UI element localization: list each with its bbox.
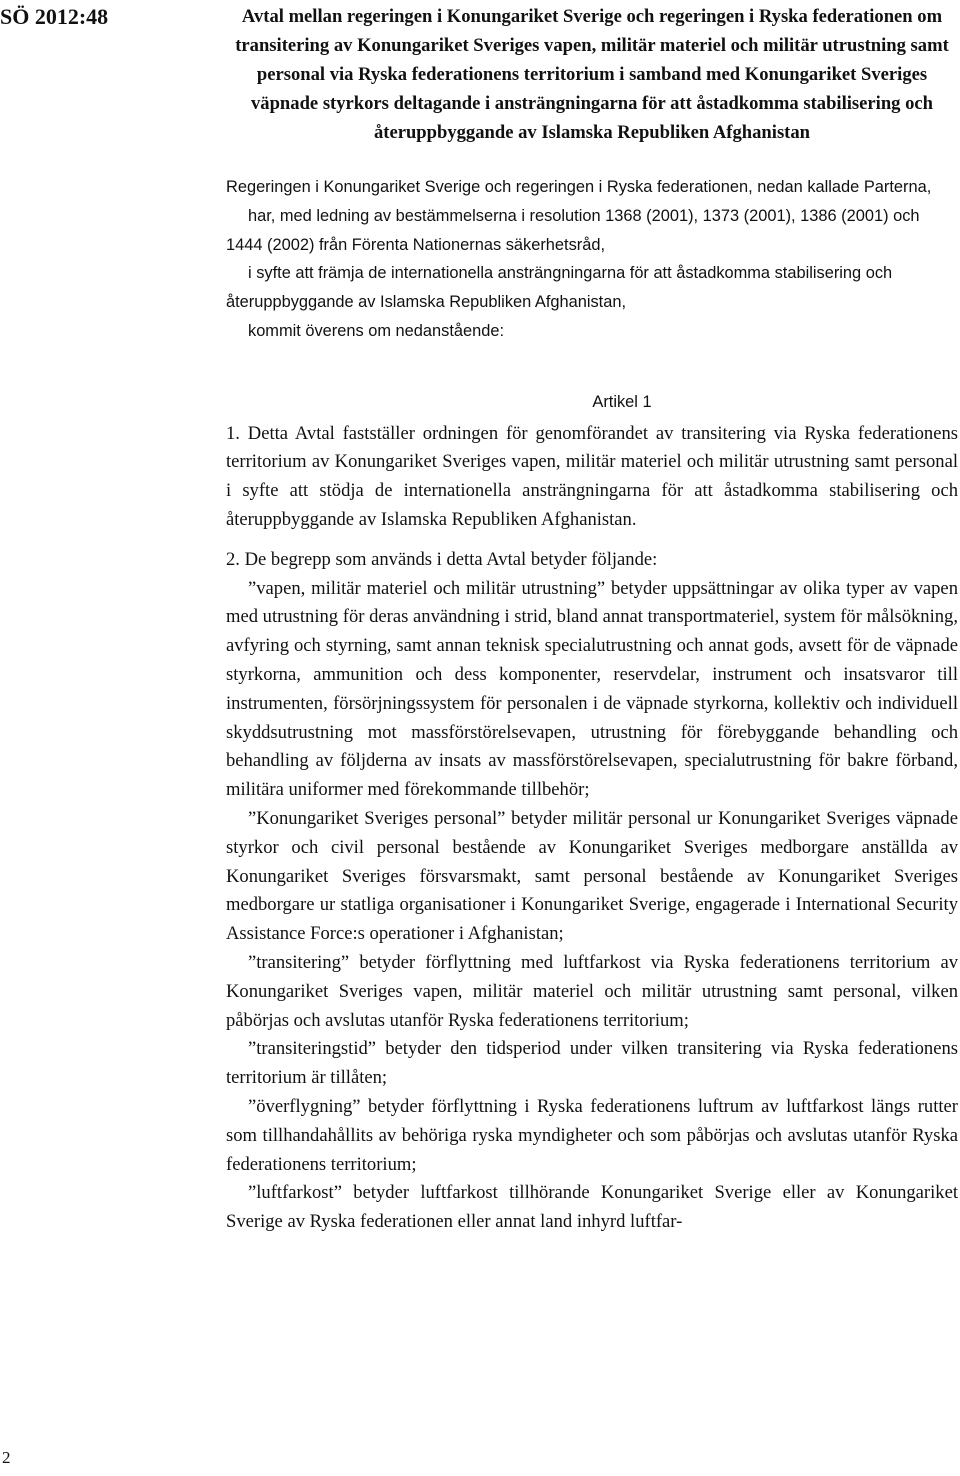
definition-transitering: ”transitering” betyder förflyttning med luftfarkost via Ryska federationens territorium av Konungariket Sveriges vapen, militär materiel och militär utrustning samt personal, vilken påbörjas och avslutas utanför Ryska federationens territorium; <box>226 951 958 1031</box>
page-identifier: SÖ 2012:48 <box>0 4 109 29</box>
article-heading: Artikel 1 <box>592 392 652 411</box>
article-1-paragraph-2-intro: 2. De begrepp som används i detta Avtal betyder följande: <box>226 548 658 570</box>
article-1 <box>226 388 958 1237</box>
preamble-parties: Regeringen i Konungariket Sverige och regeringen i Ryska federationen, nedan kallade Parterna, <box>226 178 932 196</box>
article-1-paragraph-1: 1. Detta Avtal fastställer ordningen för genomförandet av transitering via Ryska federationens territorium av Konungariket Sveriges vapen, militär materiel och militär utrustning samt personal i syfte att stödja de internationella ansträngningarna för att åstadkomma stabilisering och återuppbyggande av Islamska Republiken Afghanistan. <box>226 422 958 530</box>
preamble <box>226 173 958 346</box>
document-content <box>226 0 958 1237</box>
definition-transiteringstid: ”transiteringstid” betyder den tidsperiod under vilken transitering via Ryska federationens territorium är tillåten; <box>226 1038 958 1089</box>
preamble-purpose: i syfte att främja de internationella ansträngningarna för att åstadkomma stabilisering och återuppbyggande av Islamska Republiken Afghanistan, <box>226 264 893 312</box>
definition-luftfarkost: ”luftfarkost” betyder luftfarkost tillhörande Konungariket Sverige eller av Konungariket Sverige av Ryska federationen eller annat land inhyrd luftfar- <box>226 1182 958 1233</box>
definition-vapen: ”vapen, militär materiel och militär utrustning” betyder uppsättningar av olika typer av vapen med utrustning för deras användning i strid, bland annat transportmateriel, system för målsökning, avfyring och styrning, samt annan teknisk specialutrustning och annat gods, avsett för de väpnade styrkorna, ammunition och dess komponenter, reservdelar, instrument och insatsvaror till instrumenten, försörjningssystem för personalen i de väpnade styrkorna, kollektiv och individuell skyddsutrustning mot massförstörelsevapen, utrustning för förebyggande behandling och behandling av följderna av insats av massförstörelsevapen, specialutrustning för bakre förband, militära uniformer med förekommande tillbehör; <box>226 577 958 801</box>
preamble-having-regard: har, med ledning av bestämmelserna i resolution 1368 (2001), 1373 (2001), 1386 (2001) och 1444 (2002) från Förenta Nationernas säkerhetsråd, <box>226 206 920 254</box>
definition-personal: ”Konungariket Sveriges personal” betyder militär personal ur Konungariket Sveriges väpnade styrkor och civil personal bestående av Konungariket Sveriges medborgare anställda av Konungariket Sveriges försvarsmakt, samt personal bestående av Konungariket Sveriges medborgare ur statliga organisationer i Konungariket Sverige, engagerade i International Security Assistance Force:s operationer i Afghanistan; <box>226 807 958 945</box>
page-number: 2 <box>2 1448 11 1467</box>
preamble-agreed: kommit överens om nedanstående: <box>248 321 505 340</box>
definition-overflygning: ”överflygning” betyder förflyttning i Ryska federationens luftrum av luftfarkost längs rutter som tillhandahållits av behöriga ryska myndigheter och som påbörjas och avslutas utanför Ryska federationens territorium; <box>226 1095 958 1175</box>
agreement-title: Avtal mellan regeringen i Konungariket Sverige och regeringen i Ryska federationen om transitering av Konungariket Sveriges vapen, militär materiel och militär utrustning samt personal via Ryska federationens territorium i samband med Konungariket Sveriges väpnade styrkors deltagande i ansträngningarna för att åstadkomma stabilisering och återuppbyggande av Islamska Republiken Afghanistan <box>235 6 949 143</box>
